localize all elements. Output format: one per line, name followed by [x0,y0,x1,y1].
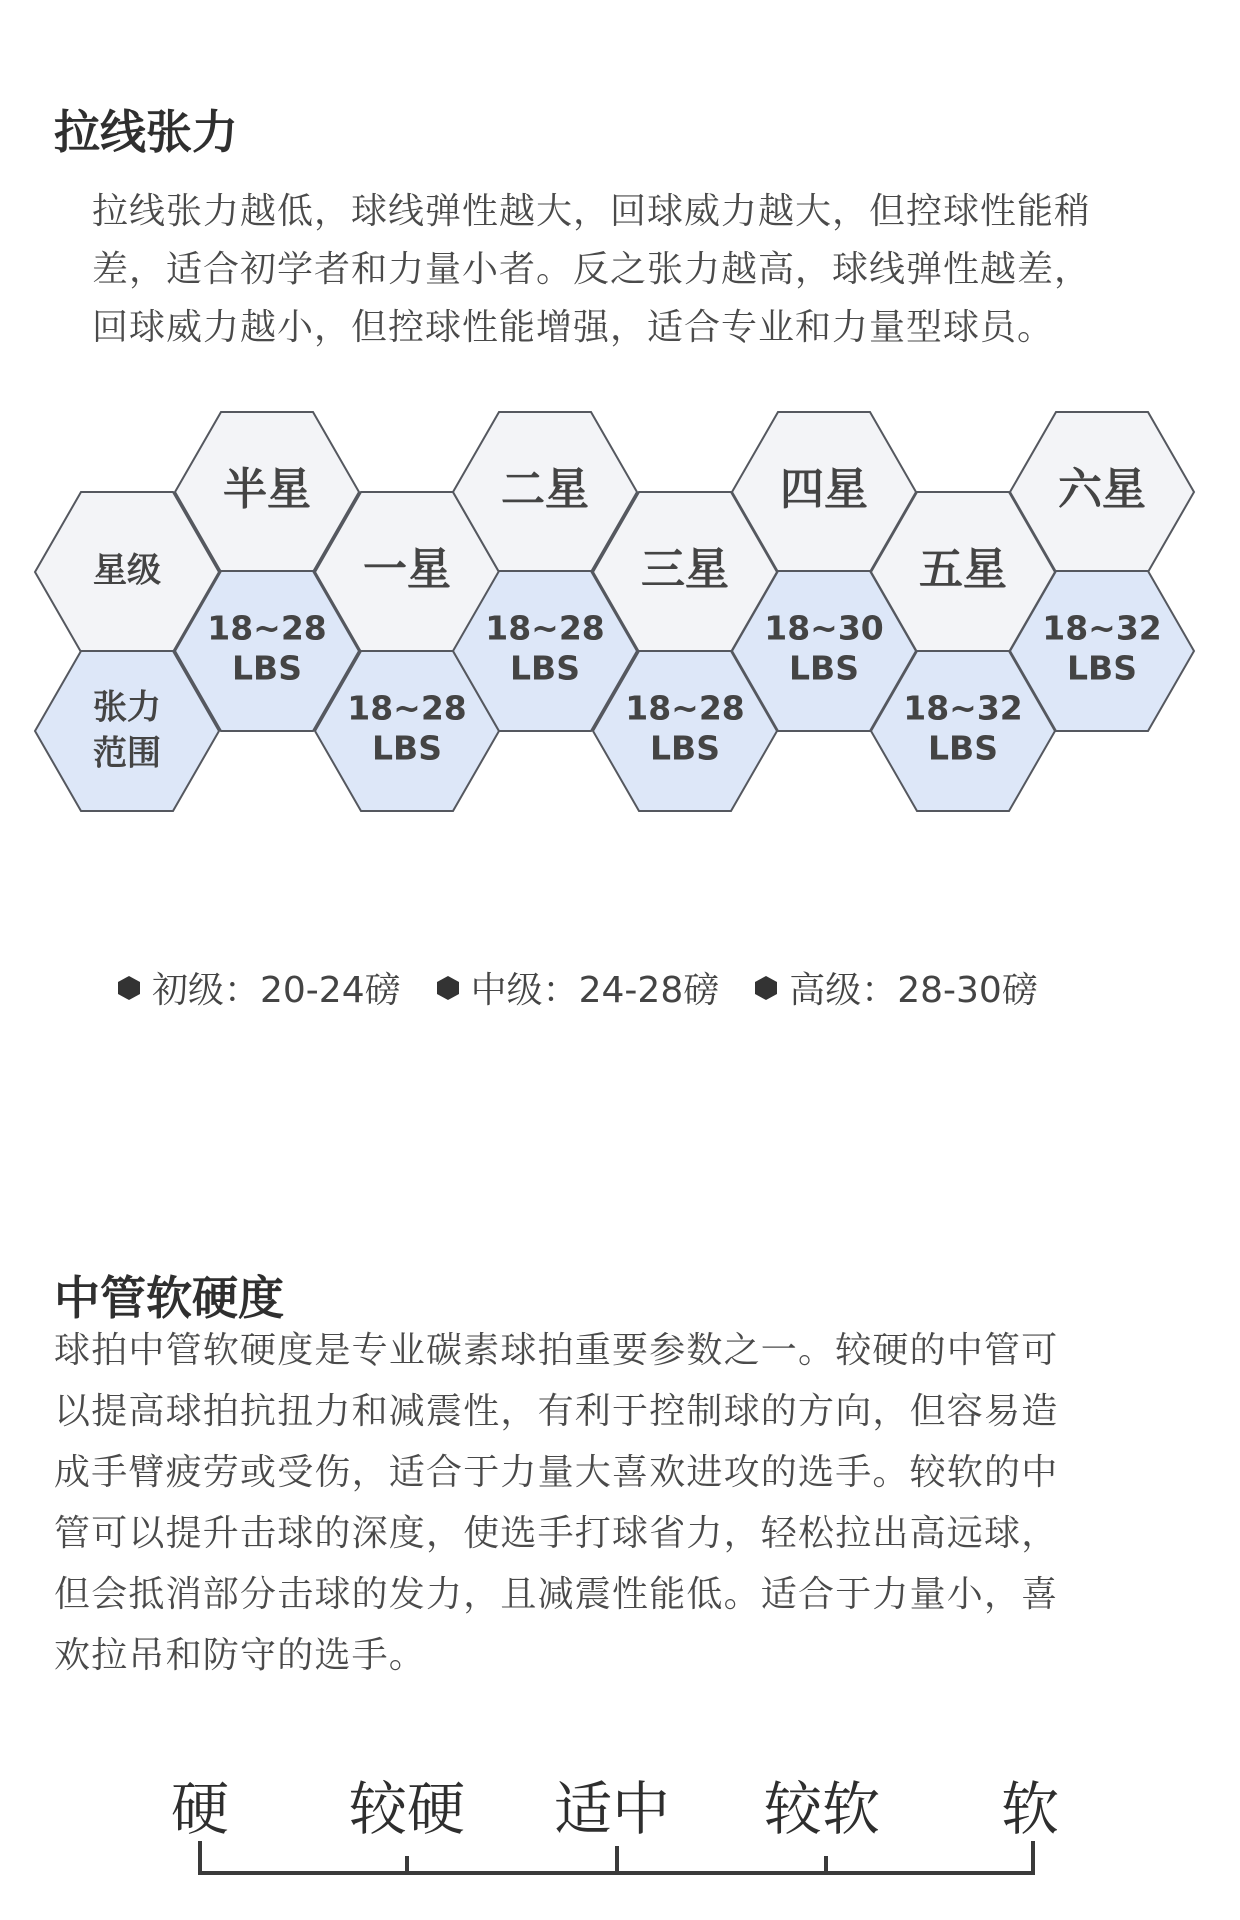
paragraph-line: 欢拉吊和防守的选手。 [54,1635,427,1676]
scale-label-fairly-hard: 较硬 [348,1775,466,1843]
tension-range-value: 18~32 [1042,608,1162,648]
row-header-tension-range: 张力 [93,687,161,728]
star-level-label: 五星 [919,544,1007,595]
section-title-shaft: 中管软硬度 [54,1271,284,1325]
paragraph-line: 拉线张力越低，球线弹性越大，回球威力越大，但控球性能稍 [92,191,1092,232]
star-level-label: 一星 [363,544,451,595]
paragraph-line: 以提高球拍抗扭力和减震性，有利于控制球的方向，但容易造 [54,1391,1059,1432]
tension-range-unit: LBS [928,728,998,768]
scale-label-fairly-soft: 较软 [763,1775,881,1843]
tension-range-value: 18~28 [207,608,327,648]
paragraph-line: 球拍中管软硬度是专业碳素球拍重要参数之一。较硬的中管可 [54,1330,1059,1371]
star-level-label: 三星 [641,544,729,595]
legend-label: 中级：24-28磅 [470,970,720,1011]
tension-range-value: 18~30 [764,608,884,648]
legend-label: 高级：28-30磅 [789,970,1038,1011]
star-level-label: 二星 [501,464,589,515]
star-level-label: 半星 [223,464,311,515]
tension-range-value: 18~32 [903,688,1023,728]
tension-range-value: 18~28 [485,608,605,648]
tension-range-unit: LBS [1067,648,1137,688]
scale-label-soft: 软 [1000,1775,1060,1843]
row-header-tension-range: 范围 [93,733,161,774]
tension-range-value: 18~28 [625,688,745,728]
paragraph-line: 但会抵消部分击球的发力，且减震性能低。适合于力量小，喜 [54,1574,1059,1615]
paragraph-line: 成手臂疲劳或受伤，适合于力量大喜欢进攻的选手。较软的中 [54,1452,1059,1493]
legend-label: 初级：20-24磅 [152,970,401,1011]
paragraph-line: 差，适合初学者和力量小者。反之张力越高，球线弹性越差， [92,249,1092,290]
tension-range-value: 18~28 [347,688,467,728]
scale-label-medium: 适中 [553,1775,671,1843]
tension-range-unit: LBS [650,728,720,768]
tension-range-unit: LBS [232,648,302,688]
star-level-label: 六星 [1058,464,1146,515]
tension-range-unit: LBS [789,648,859,688]
paragraph-line: 回球威力越小，但控球性能增强，适合专业和力量型球员。 [92,307,1055,348]
section-title-tension: 拉线张力 [54,105,238,159]
paragraph-line: 管可以提升击球的深度，使选手打球省力，轻松拉出高远球， [54,1513,1059,1554]
scale-label-hard: 硬 [170,1775,230,1843]
tension-range-unit: LBS [510,648,580,688]
tension-range-unit: LBS [372,728,442,768]
star-level-label: 四星 [780,464,868,515]
row-header-star-level: 星级 [93,550,161,591]
